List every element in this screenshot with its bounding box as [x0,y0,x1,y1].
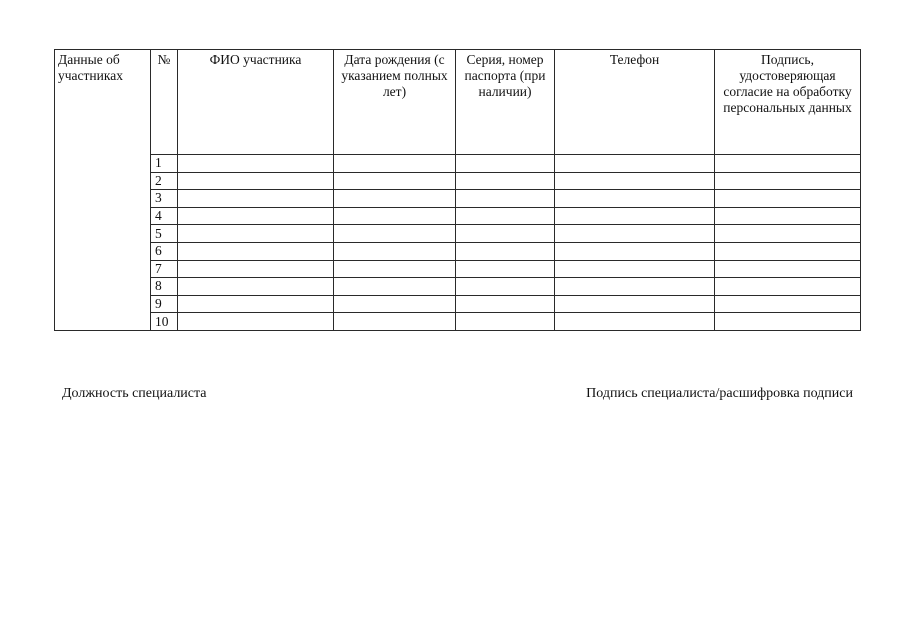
signature-cell[interactable] [715,172,861,190]
signature-cell[interactable] [715,190,861,208]
passport-cell[interactable] [456,155,555,173]
signature-cell[interactable] [715,313,861,331]
row-number: 3 [151,190,178,208]
signature-cell[interactable] [715,155,861,173]
phone-cell[interactable] [555,313,715,331]
birth-date-cell[interactable] [334,242,456,260]
signature-cell[interactable] [715,207,861,225]
passport-cell[interactable] [456,207,555,225]
signature-cell[interactable] [715,278,861,296]
specialist-signature-label: Подпись специалиста/расшифровка подписи [586,386,853,401]
table-row [55,242,861,260]
section-label: Данные об участниках [58,52,123,83]
row-number: 6 [151,242,178,260]
phone-cell[interactable] [555,172,715,190]
phone-cell[interactable] [555,207,715,225]
phone-cell[interactable] [555,225,715,243]
table-row [55,225,861,243]
full-name-cell[interactable] [178,242,334,260]
full-name-cell[interactable] [178,207,334,225]
header-signature-consent: Подпись, удостоверяющая согласие на обработку персональных данных [715,50,861,155]
birth-date-cell[interactable] [334,225,456,243]
full-name-cell[interactable] [178,155,334,173]
birth-date-cell[interactable] [334,295,456,313]
full-name-cell[interactable] [178,260,334,278]
header-full-name: ФИО участника [178,50,334,155]
passport-cell[interactable] [456,260,555,278]
birth-date-cell[interactable] [334,190,456,208]
full-name-cell[interactable] [178,295,334,313]
specialist-position-label: Должность специалиста [62,386,207,401]
signature-cell[interactable] [715,260,861,278]
passport-cell[interactable] [456,190,555,208]
passport-cell[interactable] [456,172,555,190]
header-phone: Телефон [555,50,715,155]
row-number: 2 [151,172,178,190]
full-name-cell[interactable] [178,225,334,243]
row-number: 1 [151,155,178,173]
row-number: 8 [151,278,178,296]
table-row [55,172,861,190]
header-passport: Серия, номер паспорта (при наличии) [456,50,555,155]
header-number: № [151,50,178,155]
passport-cell[interactable] [456,295,555,313]
passport-cell[interactable] [456,225,555,243]
row-number: 9 [151,295,178,313]
participants-table [54,49,861,331]
passport-cell[interactable] [456,242,555,260]
full-name-cell[interactable] [178,190,334,208]
signature-cell[interactable] [715,225,861,243]
birth-date-cell[interactable] [334,155,456,173]
section-label-cell [55,50,151,331]
table-row [55,155,861,173]
table-header-row [55,50,861,155]
birth-date-cell[interactable] [334,313,456,331]
row-number: 5 [151,225,178,243]
table-row [55,260,861,278]
table-row [55,207,861,225]
table-row [55,295,861,313]
header-birth-date: Дата рождения (с указанием полных лет) [334,50,456,155]
passport-cell[interactable] [456,278,555,296]
birth-date-cell[interactable] [334,172,456,190]
phone-cell[interactable] [555,190,715,208]
birth-date-cell[interactable] [334,278,456,296]
phone-cell[interactable] [555,155,715,173]
table-row [55,313,861,331]
full-name-cell[interactable] [178,172,334,190]
row-number: 10 [151,313,178,331]
passport-cell[interactable] [456,313,555,331]
full-name-cell[interactable] [178,313,334,331]
phone-cell[interactable] [555,295,715,313]
table-row [55,278,861,296]
full-name-cell[interactable] [178,278,334,296]
signature-cell[interactable] [715,295,861,313]
birth-date-cell[interactable] [334,207,456,225]
phone-cell[interactable] [555,260,715,278]
row-number: 7 [151,260,178,278]
row-number: 4 [151,207,178,225]
phone-cell[interactable] [555,242,715,260]
table-row [55,190,861,208]
birth-date-cell[interactable] [334,260,456,278]
signature-cell[interactable] [715,242,861,260]
phone-cell[interactable] [555,278,715,296]
